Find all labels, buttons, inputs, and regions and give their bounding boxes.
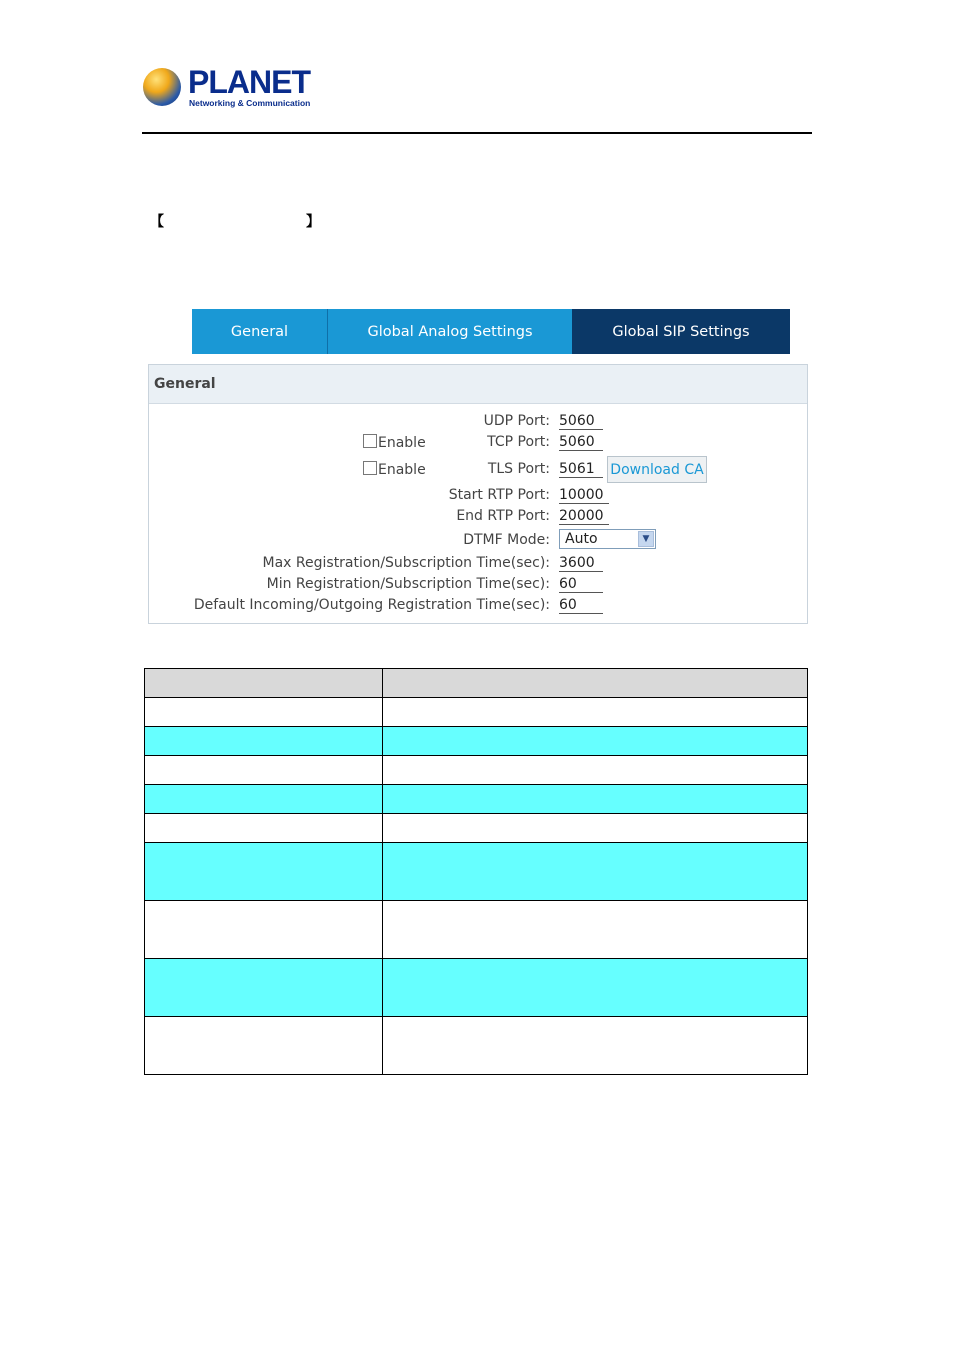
- table-cell: [383, 1017, 808, 1075]
- tls-enable-label: Enable: [378, 462, 426, 478]
- dtmf-mode-select[interactable]: [559, 529, 656, 549]
- parameter-table: [144, 668, 808, 1075]
- table-cell: [383, 727, 808, 756]
- table-header-cell: [145, 669, 383, 698]
- checkbox-icon[interactable]: [363, 434, 377, 448]
- tcp-port-row: [149, 434, 807, 454]
- general-panel: [148, 364, 808, 624]
- dtmf-mode-label: DTMF Mode:: [463, 532, 550, 548]
- table-cell: [145, 1017, 383, 1075]
- tcp-port-label: TCP Port:: [487, 434, 550, 450]
- header-divider: [142, 132, 812, 134]
- end-rtp-row: [149, 508, 807, 528]
- min-reg-row: [149, 576, 807, 596]
- table-row: [145, 756, 808, 785]
- table-cell: [145, 727, 383, 756]
- default-reg-input[interactable]: 60: [559, 597, 603, 614]
- table-row: [145, 727, 808, 756]
- start-rtp-label: Start RTP Port:: [448, 487, 550, 503]
- table-row: [145, 1017, 808, 1075]
- udp-port-label: UDP Port:: [483, 413, 550, 429]
- udp-port-row: [149, 413, 807, 433]
- start-rtp-row: [149, 487, 807, 507]
- start-rtp-input[interactable]: 10000: [559, 487, 609, 504]
- planet-logo: [143, 66, 313, 110]
- table-cell: [145, 843, 383, 901]
- tls-port-input[interactable]: 5061: [559, 461, 603, 478]
- download-ca-button[interactable]: Download CA: [607, 456, 707, 483]
- min-reg-input[interactable]: 60: [559, 576, 603, 593]
- max-reg-input[interactable]: 3600: [559, 555, 603, 572]
- table-row: [145, 785, 808, 814]
- max-reg-row: [149, 555, 807, 575]
- default-reg-row: [149, 597, 807, 617]
- logo-wordmark: PLANET: [188, 64, 310, 100]
- end-rtp-label: End RTP Port:: [456, 508, 550, 524]
- logo-tagline: Networking & Communication: [189, 98, 311, 108]
- chevron-down-icon[interactable]: ▼: [638, 531, 654, 547]
- table-cell: [383, 843, 808, 901]
- table-cell: [145, 959, 383, 1017]
- table-cell: [145, 698, 383, 727]
- table-header-cell: [383, 669, 808, 698]
- bracket-left: 【: [150, 214, 164, 230]
- tcp-port-input[interactable]: 5060: [559, 434, 603, 451]
- settings-tabs: [192, 309, 790, 354]
- tab-general[interactable]: General: [192, 309, 328, 354]
- table-cell: [383, 959, 808, 1017]
- table-cell: [383, 814, 808, 843]
- table-row: [145, 698, 808, 727]
- min-reg-label: Min Registration/Subscription Time(sec):: [266, 576, 550, 592]
- dtmf-mode-row: [149, 532, 807, 552]
- tls-enable-checkbox[interactable]: [363, 461, 426, 478]
- udp-port-input[interactable]: 5060: [559, 413, 603, 430]
- table-cell: [383, 698, 808, 727]
- table-row: [145, 901, 808, 959]
- globe-icon: [143, 68, 181, 106]
- table-row: [145, 843, 808, 901]
- table-cell: [383, 756, 808, 785]
- table-cell: [145, 756, 383, 785]
- tcp-enable-checkbox[interactable]: [363, 434, 426, 451]
- checkbox-icon[interactable]: [363, 461, 377, 475]
- tls-port-label: TLS Port:: [487, 461, 550, 477]
- panel-title: General: [149, 365, 807, 404]
- max-reg-label: Max Registration/Subscription Time(sec):: [262, 555, 550, 571]
- table-row: [145, 959, 808, 1017]
- table-header-row: [145, 669, 808, 698]
- end-rtp-input[interactable]: 20000: [559, 508, 609, 525]
- table-row: [145, 814, 808, 843]
- tls-port-row: [149, 461, 807, 481]
- bracket-right: 】: [306, 214, 320, 230]
- tab-global-analog-settings[interactable]: Global Analog Settings: [328, 309, 572, 354]
- table-cell: [145, 814, 383, 843]
- table-cell: [145, 785, 383, 814]
- table-cell: [383, 785, 808, 814]
- table-cell: [145, 901, 383, 959]
- dtmf-mode-value: Auto: [565, 531, 598, 547]
- tcp-enable-label: Enable: [378, 435, 426, 451]
- tab-global-sip-settings[interactable]: Global SIP Settings: [572, 309, 790, 354]
- default-reg-label: Default Incoming/Outgoing Registration Time(sec):: [193, 597, 550, 613]
- table-cell: [383, 901, 808, 959]
